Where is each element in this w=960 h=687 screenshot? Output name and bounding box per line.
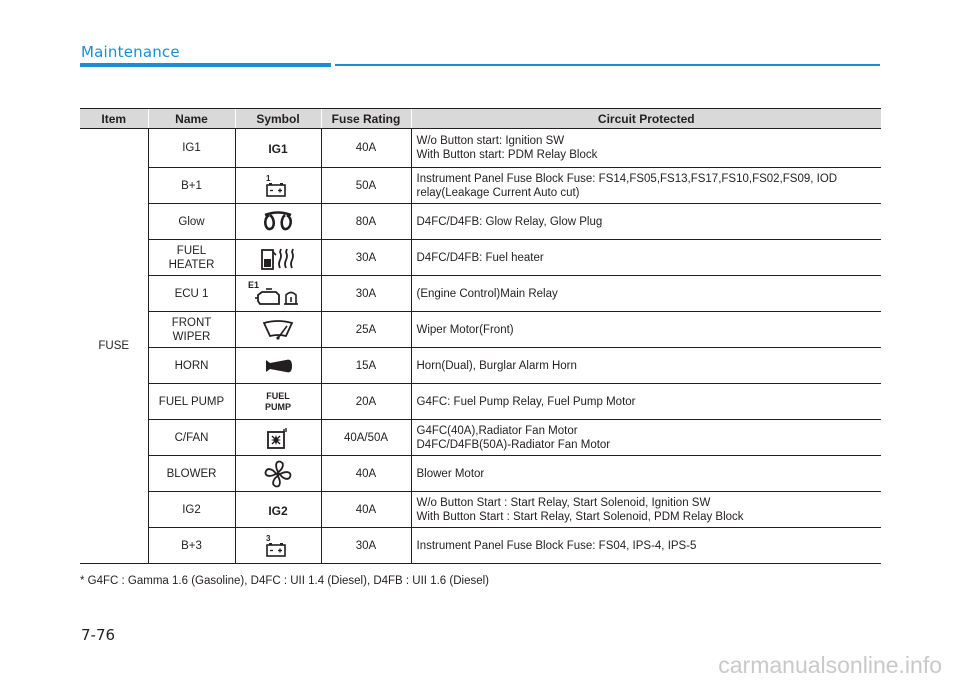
fuse-rating: 40A — [321, 492, 411, 528]
circuit-protected: (Engine Control)Main Relay — [411, 276, 881, 312]
table-header-row — [80, 109, 881, 129]
blower-icon — [261, 458, 295, 490]
table-row — [80, 204, 881, 240]
ecu-icon — [246, 279, 310, 309]
circuit-protected: Wiper Motor(Front) — [411, 312, 881, 348]
circuit-protected: Instrument Panel Fuse Block Fuse: FS04, IPS-4, IPS-5 — [411, 528, 881, 564]
symbol-text: IG2 — [268, 503, 288, 518]
fuse-name: Glow — [148, 204, 235, 240]
battery-icon — [261, 173, 295, 199]
fuse-rating: 40A — [321, 129, 411, 168]
page-number: 7-76 — [81, 626, 116, 644]
table-row — [80, 129, 881, 168]
fuse-rating: 40A/50A — [321, 420, 411, 456]
fuse-name: IG1 — [148, 129, 235, 168]
fuse-name: FUEL PUMP — [148, 384, 235, 420]
fuse-rating: 80A — [321, 204, 411, 240]
header-rule-thick — [80, 63, 331, 67]
fuse-rating: 25A — [321, 312, 411, 348]
fuse-rating: 30A — [321, 528, 411, 564]
item-cell-fuse: FUSE — [80, 129, 148, 564]
symbol-text: 3 — [266, 533, 271, 543]
column-header-name: Name — [148, 109, 235, 129]
fuse-name: IG2 — [148, 492, 235, 528]
table-row — [80, 384, 881, 420]
circuit-protected: Instrument Panel Fuse Block Fuse: FS14,FS05,FS13,FS17,FS10,FS02,FS09, IOD relay(Leakage Current Auto cut) — [411, 168, 881, 204]
fuel-heater-icon — [258, 244, 298, 272]
horn-icon — [258, 354, 298, 378]
fuse-rating: 30A — [321, 276, 411, 312]
cooling-fan-icon — [260, 425, 296, 451]
column-header-symbol: Symbol — [235, 109, 321, 129]
table-row — [80, 492, 881, 528]
fuse-rating: 30A — [321, 240, 411, 276]
fuse-table — [80, 108, 881, 564]
header-rule-thin — [335, 64, 880, 66]
table-row — [80, 456, 881, 492]
footnote: * G4FC : Gamma 1.6 (Gasoline), D4FC : UII 1.4 (Diesel), D4FB : UII 1.6 (Diesel) — [80, 575, 489, 587]
fuse-name: HORN — [148, 348, 235, 384]
fuse-name: ECU 1 — [148, 276, 235, 312]
ig2-text-icon — [258, 501, 298, 519]
column-header-circuit-protected: Circuit Protected — [411, 109, 881, 129]
circuit-protected: Blower Motor — [411, 456, 881, 492]
fuel-pump-text-icon — [258, 389, 298, 415]
watermark: carmanualsonline.info — [718, 652, 942, 678]
symbol-text: IG1 — [268, 142, 288, 156]
circuit-protected: Horn(Dual), Burglar Alarm Horn — [411, 348, 881, 384]
symbol-text: 1 — [266, 173, 271, 183]
wiper-icon — [258, 318, 298, 342]
fuse-rating: 20A — [321, 384, 411, 420]
fuse-rating: 40A — [321, 456, 411, 492]
table-row — [80, 420, 881, 456]
symbol-text-line1: FUEL — [266, 390, 290, 401]
circuit-protected: D4FC/D4FB: Fuel heater — [411, 240, 881, 276]
fuse-name: FRONT WIPER — [148, 312, 235, 348]
fuse-name: B+1 — [148, 168, 235, 204]
circuit-protected: G4FC: Fuel Pump Relay, Fuel Pump Motor — [411, 384, 881, 420]
circuit-protected: W/o Button start: Ignition SW With Button start: PDM Relay Block — [411, 129, 881, 168]
fuse-name: FUEL HEATER — [148, 240, 235, 276]
symbol-text-line2: PUMP — [264, 401, 292, 412]
fuse-name: BLOWER — [148, 456, 235, 492]
table-row — [80, 168, 881, 204]
table-row — [80, 276, 881, 312]
column-header-fuse-rating: Fuse Rating — [321, 109, 411, 129]
section-title: Maintenance — [81, 43, 180, 61]
battery-icon — [261, 533, 295, 559]
glow-plug-icon — [261, 210, 295, 234]
table-row — [80, 528, 881, 564]
symbol-text: E1 — [248, 279, 260, 290]
fuse-name: C/FAN — [148, 420, 235, 456]
circuit-protected: G4FC(40A),Radiator Fan Motor D4FC/D4FB(50A)-Radiator Fan Motor — [411, 420, 881, 456]
fuse-rating: 15A — [321, 348, 411, 384]
circuit-protected: D4FC/D4FB: Glow Relay, Glow Plug — [411, 204, 881, 240]
table-row — [80, 348, 881, 384]
table-row — [80, 240, 881, 276]
circuit-protected: W/o Button Start : Start Relay, Start Solenoid, Ignition SW With Button Start : Start Relay, Start Solenoid, PDM Relay Block — [411, 492, 881, 528]
fuse-rating: 50A — [321, 168, 411, 204]
table-row — [80, 312, 881, 348]
ig1-text-icon — [258, 139, 298, 157]
column-header-item: Item — [80, 109, 148, 129]
fuse-name: B+3 — [148, 528, 235, 564]
